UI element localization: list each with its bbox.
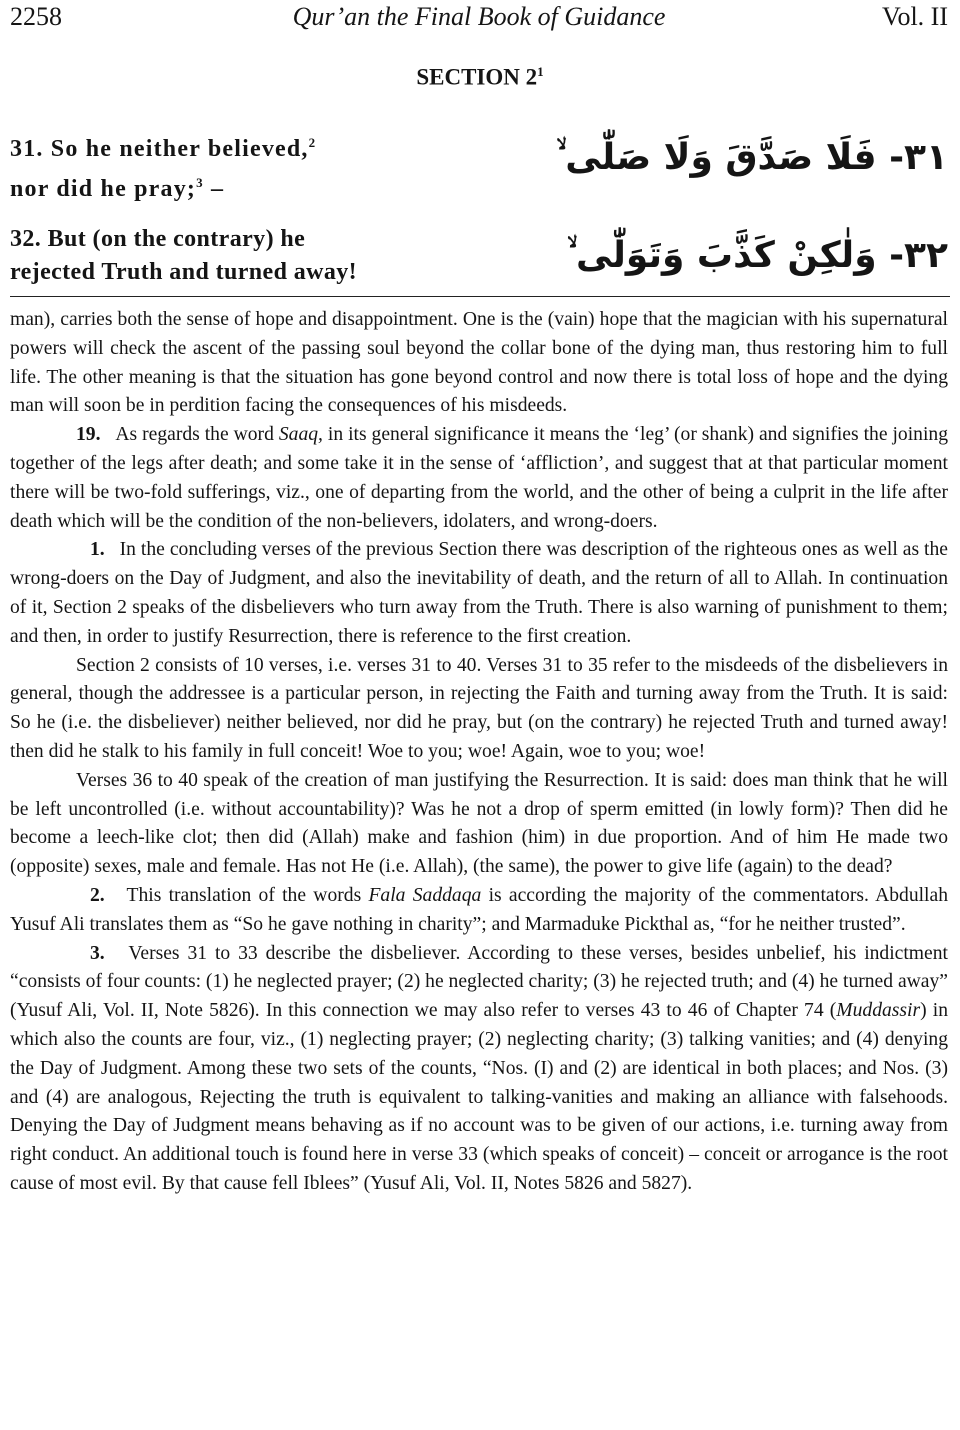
note-number: 2. — [90, 884, 105, 906]
note-continuation: man), carries both the sense of hope and disappointment. One is the (vain) hope that the magician with his supernatural powers will check the ascent of the passing soul beyond the collar bone of the dying man, thus restoring him to full life. The other meaning is that the situation has gone beyond control and now there is total loss of hope and the dying man will soon be in perdition facing the consequences of his misdeeds. — [10, 309, 948, 417]
verse-31-translation — [10, 126, 430, 206]
note-19: 19. As regards the word Saaq, in its general significance it means the ‘leg’ (or shank) and signifies the joining together of the legs after death; and some take it in the sense of ‘affliction’, and suggest that at that particular moment there will be two-fold sufferings, viz., one of departing from the world, and the other of being a culprit in the life after death which will be the condition of the non-believers, idolaters, and wrong-doers. — [10, 424, 948, 532]
section-footnote-ref: 1 — [537, 64, 544, 79]
verse-line: nor did he pray;$^3$ – — [10, 175, 225, 202]
section-label: SECTION 2 — [416, 64, 538, 90]
verse-32-arabic: ٣٢- وَلٰكِنْ كَذَّبَ وَتَوَلّٰى ۙ — [566, 235, 948, 276]
paragraph-verses-36-40: Verses 36 to 40 speak of the creation of man justifying the Resurrection. It is said: does man think that he will be left uncontrolled (i.e. without accountability)? Was he not a drop of sperm emitted (in lowly form)? Then did he become a leech-like clot; then did (Allah) make and fashion (him) in due proportion. And of him He made two (opposite) sexes, male and female. Has not He (i.e. Allah), (the same), the power to give life (again) to the dead? — [10, 769, 948, 878]
commentary-notes — [10, 306, 948, 1199]
section-heading — [0, 64, 960, 91]
book-title: Qur’an the Final Book of Guidance — [292, 2, 666, 31]
note-3: 3. Verses 31 to 33 describe the disbeliever. According to these verses, besides unbelief, his indictment “consists of four counts: (1) he neglected prayer; (2) he neglected charity; (3) he rejected truth; and (4) he turned away” (Yusuf Ali, Vol. II, Note 5826). In this connection we may also refer to verses 43 to 46 of Chapter 74 (Muddassir) in which also the counts are four, viz., (1) neglecting prayer; (2) neglecting charity; (3) talking vanities; and (4) denying the Day of Judgment. Among these two sets of the counts, “Nos. (I) and (2) are identical in both places; and Nos. (3) and (4) are analogous, Rejecting the truth is equivalent to talking-vanities and making an alliance with falsehoods. Denying the Day of Judgment means behaving as if no account was to be given of our actions, i.e. turning away from right conduct. An additional touch is found here in verse 33 (which speaks of conceit) – conceit or arrogance is the root cause of most evil. By that cause fell Iblees” (Yusuf Ali, Vol. II, Notes 5826 and 5827). — [10, 942, 949, 1194]
note-2: 2. This translation of the words Fala Saddaqa is according the majority of the commentators. Abdullah Yusuf Ali translates them as “So he gave nothing in charity”; and Marmaduke Pickthal as, “for he neither trusted”. — [10, 884, 948, 935]
note-number: 3. — [90, 942, 105, 964]
verse-31-arabic: ٣١- فَلَا صَدَّقَ وَلَا صَلّٰى ۙ — [556, 137, 948, 178]
footnote-ref: 3 — [196, 175, 204, 190]
volume-label: Vol. II — [882, 2, 948, 31]
verse-line: rejected Truth and turned away! — [10, 259, 358, 285]
note-1: 1. In the concluding verses of the previous Section there was description of the righteous ones as well as the wrong-doers on the Day of Judgment, and also the inevitability of death, and the return of all to Allah. In continuation of it, Section 2 speaks of the disbelievers who turn away from the Truth. There is also warning of punishment to them; and then, in order to justify Resurrection, there is reference to the first creation. — [10, 539, 948, 647]
note-number: 19. — [76, 424, 101, 446]
verse-line: 32. But (on the contrary) he — [10, 226, 306, 252]
verse-32-translation — [10, 223, 430, 289]
paragraph-section-2: Section 2 consists of 10 verses, i.e. verses 31 to 40. Verses 31 to 35 refer to the misdeeds of the disbelievers in general, though the addressee is a particular person, in rejecting the Faith and turning away from the Truth. It is said: So he (i.e. the disbeliever) neither believed, nor did he pray, but (on the contrary) he rejected Truth and turned away! then did he stalk to his family in full conceit! Woe to you; woe! Again, woe to you; woe! — [10, 654, 948, 762]
divider-rule — [10, 296, 950, 297]
verse-line: 31. So he neither believed,$^2$ — [10, 135, 317, 162]
footnote-ref: 2 — [308, 135, 317, 150]
note-number: 1. — [90, 539, 105, 561]
page-number: 2258 — [10, 2, 62, 31]
running-header — [10, 2, 948, 36]
